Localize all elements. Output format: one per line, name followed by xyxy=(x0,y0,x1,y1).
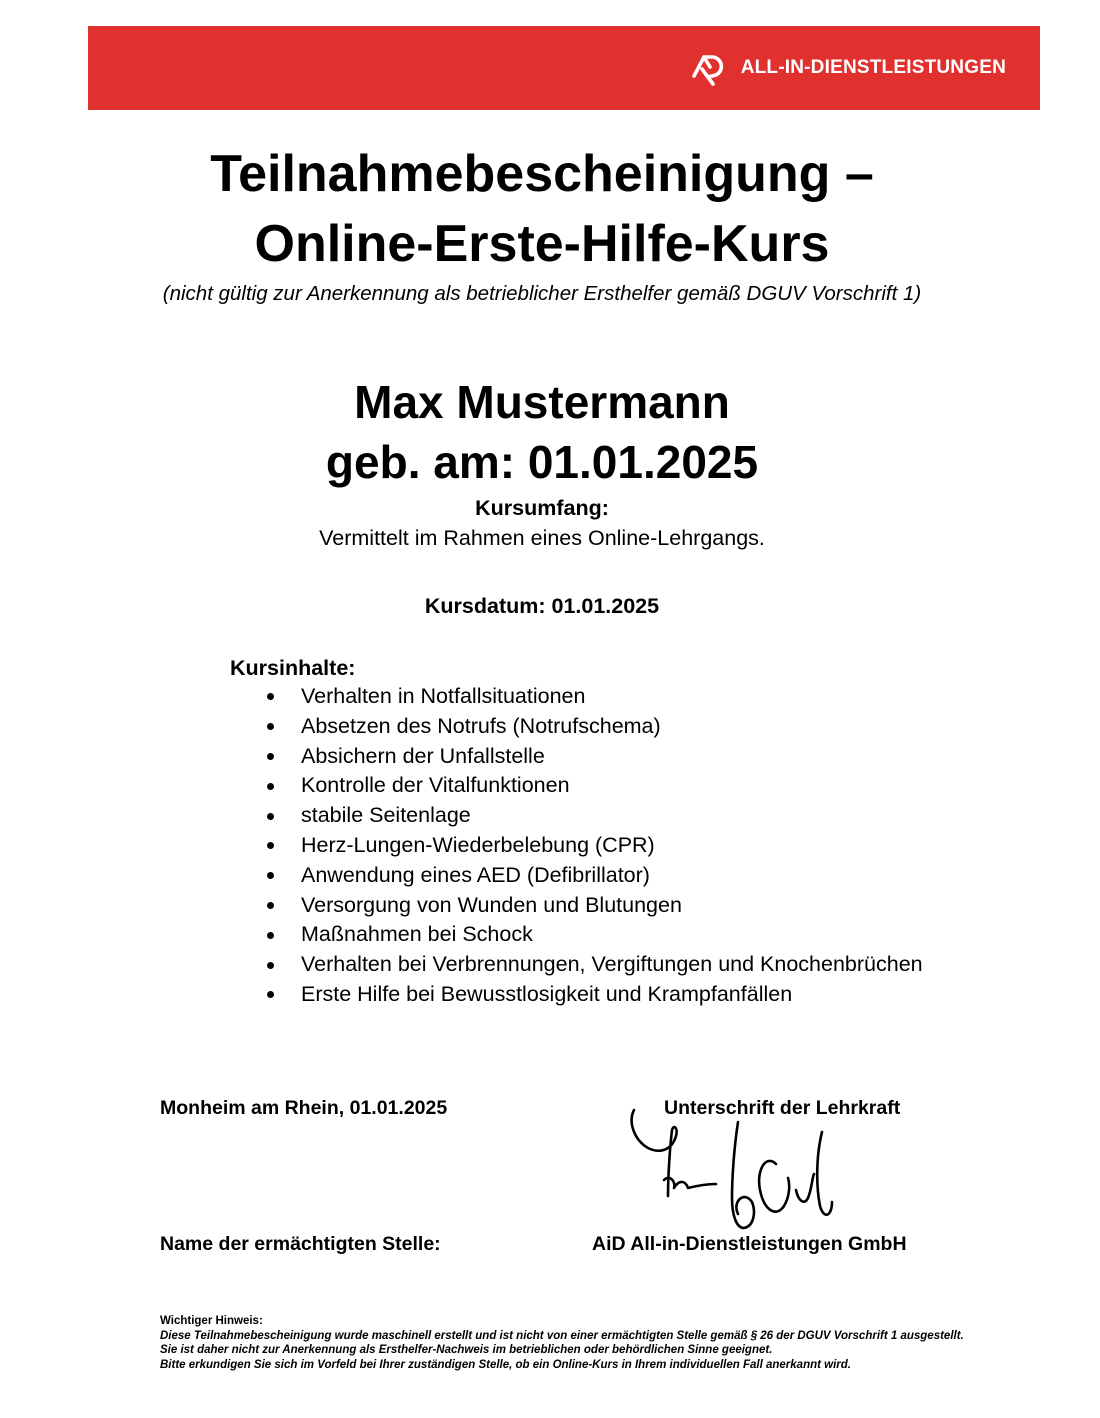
course-contents-heading: Kursinhalte: xyxy=(230,656,356,680)
list-item-text: Versorgung von Wunden und Blutungen xyxy=(301,892,682,917)
bullet-icon xyxy=(267,693,274,700)
brand xyxy=(689,48,1006,88)
bullet-icon xyxy=(267,723,274,730)
list-item-text: Verhalten bei Verbrennungen, Vergiftungen und Knochenbrüchen xyxy=(301,952,923,977)
bullet-icon xyxy=(267,872,274,879)
place-and-date: Monheim am Rhein, 01.01.2025 xyxy=(160,1097,448,1119)
list-item xyxy=(264,920,923,950)
important-notice xyxy=(160,1314,1000,1372)
header-banner xyxy=(88,26,1040,110)
list-item-text: Kontrolle der Vitalfunktionen xyxy=(301,773,570,798)
notice-line: Sie ist daher nicht zur Anerkennung als Ersthelfer-Nachweis im betrieblichen oder behördlichen Sinne geeignet. xyxy=(160,1344,773,1356)
notice-line: Diese Teilnahmebescheinigung wurde maschinell erstellt und ist nicht von einer ermächtigten Stelle gemäß § 26 der DGUV Vorschrift 1 ausgestellt. xyxy=(160,1329,964,1342)
authority-name: AiD All-in-Dienstleistungen GmbH xyxy=(592,1233,907,1255)
teacher-signature xyxy=(626,1106,836,1236)
list-item-text: Maßnahmen bei Schock xyxy=(301,922,533,947)
notice-heading: Wichtiger Hinweis: xyxy=(160,1315,263,1327)
certificate-title-line-2: Online-Erste-Hilfe-Kurs xyxy=(254,215,830,273)
participant-birthdate: geb. am: 01.01.2025 xyxy=(325,436,759,488)
teacher-signature-label: Unterschrift der Lehrkraft xyxy=(664,1097,901,1119)
course-scope-text: Vermittelt im Rahmen eines Online-Lehrgangs. xyxy=(319,526,765,550)
list-item xyxy=(264,861,923,891)
course-date: Kursdatum: 01.01.2025 xyxy=(424,594,660,618)
list-item xyxy=(264,831,923,861)
authority-label: Name der ermächtigten Stelle: xyxy=(160,1233,441,1255)
list-item xyxy=(264,950,923,980)
course-scope-label: Kursumfang: xyxy=(475,496,609,520)
course-contents-list xyxy=(264,682,923,1010)
certificate-subtitle: (nicht gültig zur Anerkennung als betrieblicher Ersthelfer gemäß DGUV Vorschrift 1) xyxy=(162,282,922,305)
bullet-icon xyxy=(267,902,274,909)
list-item xyxy=(264,891,923,921)
bullet-icon xyxy=(267,962,274,969)
list-item xyxy=(264,682,923,712)
list-item-text: Erste Hilfe bei Bewusstlosigkeit und Krampfanfällen xyxy=(301,981,793,1006)
bullet-icon xyxy=(267,991,274,998)
notice-line: Bitte erkundigen Sie sich im Vorfeld bei Ihrer zuständigen Stelle, ob ein Online-Kurs in Ihrem individuellen Fall anerkannt wird. xyxy=(160,1358,851,1371)
bullet-icon xyxy=(267,753,274,760)
list-item xyxy=(264,801,923,831)
certificate-title-line-1: Teilnahmebescheinigung – xyxy=(210,145,874,203)
participant-name: Max Mustermann xyxy=(354,376,730,428)
bullet-icon xyxy=(267,932,274,939)
aid-logo-icon xyxy=(689,48,729,88)
list-item-text: Anwendung eines AED (Defibrillator) xyxy=(301,862,650,887)
brand-name: ALL-IN-DIENSTLEISTUNGEN xyxy=(740,57,1006,78)
list-item-text: Herz-Lungen-Wiederbelebung (CPR) xyxy=(301,832,655,857)
list-item xyxy=(264,771,923,801)
bullet-icon xyxy=(267,842,274,849)
list-item xyxy=(264,712,923,742)
list-item xyxy=(264,980,923,1010)
list-item-text: Absichern der Unfallstelle xyxy=(301,743,545,768)
list-item-text: Absetzen des Notrufs (Notrufschema) xyxy=(301,713,661,738)
list-item-text: stabile Seitenlage xyxy=(301,803,471,828)
bullet-icon xyxy=(267,813,274,820)
list-item-text: Verhalten in Notfallsituationen xyxy=(301,684,586,708)
list-item xyxy=(264,742,923,772)
bullet-icon xyxy=(267,783,274,790)
